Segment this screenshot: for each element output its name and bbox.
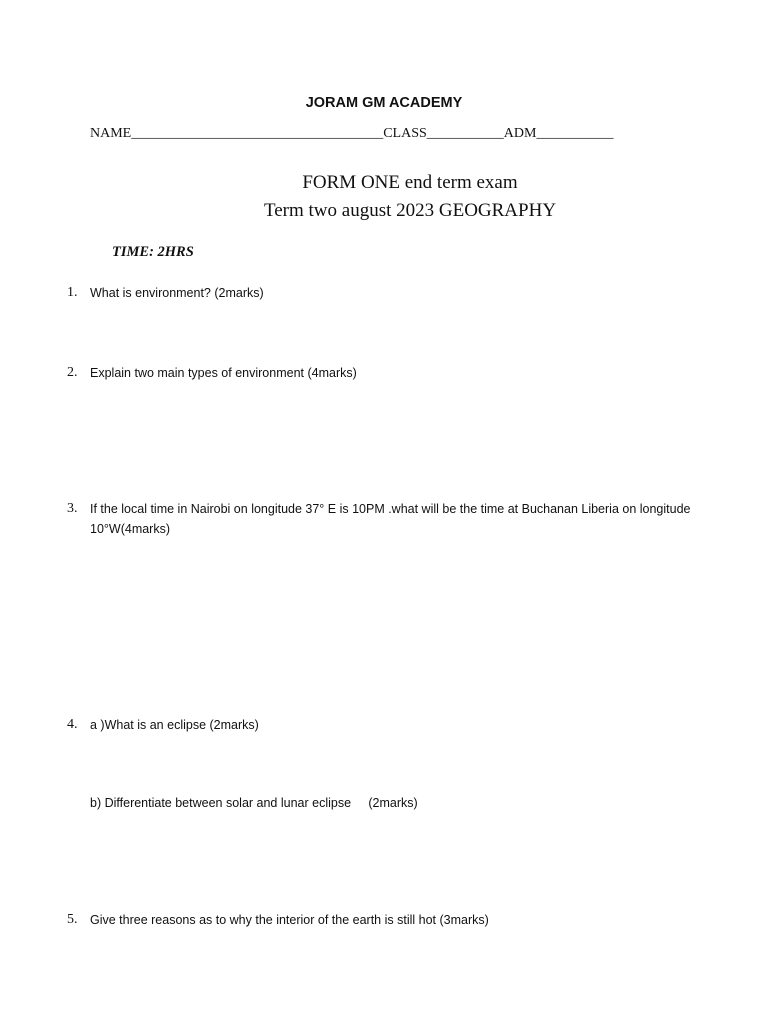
- school-name: JORAM GM ACADEMY: [305, 95, 463, 111]
- question-number: 1.: [67, 285, 78, 300]
- question-number: 4.: [67, 717, 78, 732]
- exam-title: FORM ONE end term exam: [302, 172, 518, 193]
- question-text: If the local time in Nairobi on longitude 37° E is 10PM .what will be the time at Buchanan Liberia on longitude 10°W(4marks): [90, 502, 691, 536]
- question-text: What is environment? (2marks): [90, 286, 264, 300]
- question-text: a )What is an eclipse (2marks): [90, 718, 259, 732]
- question-number: 5.: [67, 912, 78, 927]
- student-details-line: NAME____________________________________CLASS___________ADM___________: [90, 126, 614, 141]
- question-text: Explain two main types of environment (4marks): [90, 366, 357, 380]
- question-number: 3.: [67, 501, 78, 516]
- question-text: Give three reasons as to why the interior of the earth is still hot (3marks): [90, 913, 489, 927]
- exam-time: TIME: 2HRS: [112, 244, 194, 260]
- question-subpart: b) Differentiate between solar and lunar eclipse (2marks): [90, 796, 418, 810]
- exam-subtitle: Term two august 2023 GEOGRAPHY: [263, 200, 557, 221]
- question-number: 2.: [67, 365, 78, 380]
